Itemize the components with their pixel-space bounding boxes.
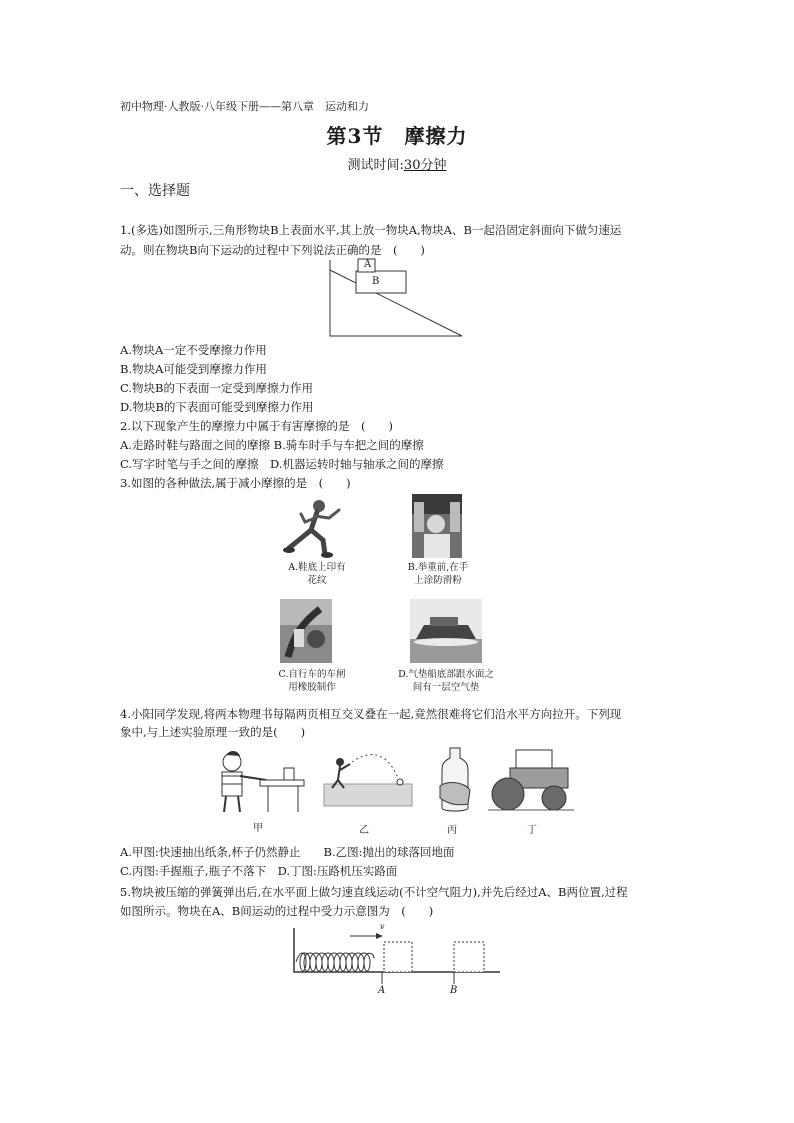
q1-stem-line2: 动。则在物块B向下运动的过程中下列说法正确的是 ( ) bbox=[120, 243, 425, 257]
q4-figure-ding bbox=[488, 744, 574, 818]
q1-option-c: C.物块B的下表面一定受到摩擦力作用 bbox=[120, 381, 313, 395]
q4-stem-line2: 象中,与上述实验原理一致的是( ) bbox=[120, 725, 306, 739]
q5-label-v: v bbox=[380, 922, 385, 931]
q3-caption-c bbox=[270, 668, 354, 694]
q3-caption-d bbox=[386, 668, 506, 694]
breadcrumb: 初中物理·人教版·八年级下册——第八章 运动和力 bbox=[120, 100, 369, 113]
q3-caption-b-line2: 上涂防滑粉 bbox=[414, 575, 462, 586]
q5-label-b: B bbox=[450, 985, 458, 996]
test-time bbox=[0, 154, 794, 173]
test-time-label: 测试时间: bbox=[347, 158, 404, 173]
q1-option-d: D.物块B的下表面可能受到摩擦力作用 bbox=[120, 400, 314, 414]
page-title: 第3节 摩擦力 bbox=[326, 124, 468, 148]
q3-caption-a bbox=[279, 561, 355, 587]
q3-caption-c-line2: 用橡胶制作 bbox=[288, 682, 336, 693]
q1-stem-line1: 1.(多选)如图所示,三角形物块B上表面水平,其上放一物块A,物块A、B一起沿固定斜面向下做匀速运 bbox=[120, 223, 622, 237]
q3-caption-d-line1: D.气垫船底部跟水面之 bbox=[398, 669, 494, 680]
q2-options-cd: C.写字时笔与手之间的摩擦 D.机器运转时轴与轴承之间的摩擦 bbox=[120, 457, 444, 471]
q3-caption-b-line1: B.举重前,在手 bbox=[407, 562, 469, 573]
q4-figure-yi bbox=[322, 748, 414, 808]
runner-image bbox=[281, 496, 351, 558]
section-heading: 一、选择题 bbox=[120, 183, 190, 199]
q1-label-b: B bbox=[372, 276, 380, 287]
q4-label-jia: 甲 bbox=[253, 823, 263, 834]
hovercraft-image bbox=[410, 599, 482, 663]
test-time-value: 30分钟 bbox=[403, 158, 447, 173]
q1-option-a: A.物块A一定不受摩擦力作用 bbox=[120, 343, 267, 357]
q2-stem: 2.以下现象产生的摩擦力中属于有害摩擦的是 ( ) bbox=[120, 419, 393, 433]
q5-spring-diagram bbox=[290, 922, 506, 986]
q3-caption-c-line1: C.自行车的车闸 bbox=[278, 669, 346, 680]
q4-stem-line1: 4.小阳同学发现,将两本物理书每隔两页相互交叉叠在一起,竟然很难将它们沿水平方向拉开。下列现 bbox=[120, 707, 622, 721]
q1-label-a: A bbox=[364, 259, 372, 270]
q3-stem: 3.如图的各种做法,属于减小摩擦的是 ( ) bbox=[120, 476, 351, 490]
q5-stem-line2: 如图所示。物块在A、B间运动的过程中受力示意图为 ( ) bbox=[120, 904, 434, 918]
q3-caption-a-line1: A.鞋底上印有 bbox=[288, 562, 346, 573]
q3-caption-a-line2: 花纹 bbox=[307, 575, 327, 586]
q4-label-bing: 丙 bbox=[447, 825, 457, 836]
q4-label-yi: 乙 bbox=[359, 825, 369, 836]
q2-options-ab: A.走路时鞋与路面之间的摩擦 B.骑车时手与车把之间的摩擦 bbox=[120, 438, 424, 452]
q4-options-cd: C.丙图:手握瓶子,瓶子不落下 D.丁图:压路机压实路面 bbox=[120, 864, 398, 878]
q3-caption-b bbox=[396, 561, 480, 587]
q1-option-b: B.物块A可能受到摩擦力作用 bbox=[120, 362, 267, 376]
q4-options-ab: A.甲图:快速抽出纸条,杯子仍然静止 B.乙图:抛出的球落回地面 bbox=[120, 845, 455, 859]
q4-figure-bing bbox=[438, 746, 472, 818]
q3-caption-d-line2: 间有一层空气垫 bbox=[412, 682, 480, 693]
weightlifter-image bbox=[412, 494, 462, 558]
q4-figure-jia bbox=[210, 746, 306, 816]
q5-label-a: A bbox=[378, 985, 386, 996]
q1-incline-diagram bbox=[320, 256, 470, 340]
q5-stem-line1: 5.物块被压缩的弹簧弹出后,在水平面上做匀速直线运动(不计空气阻力),并先后经过A、B两位置,过程 bbox=[120, 885, 628, 899]
bike-brake-image bbox=[280, 599, 332, 663]
q4-label-ding: 丁 bbox=[527, 825, 537, 836]
